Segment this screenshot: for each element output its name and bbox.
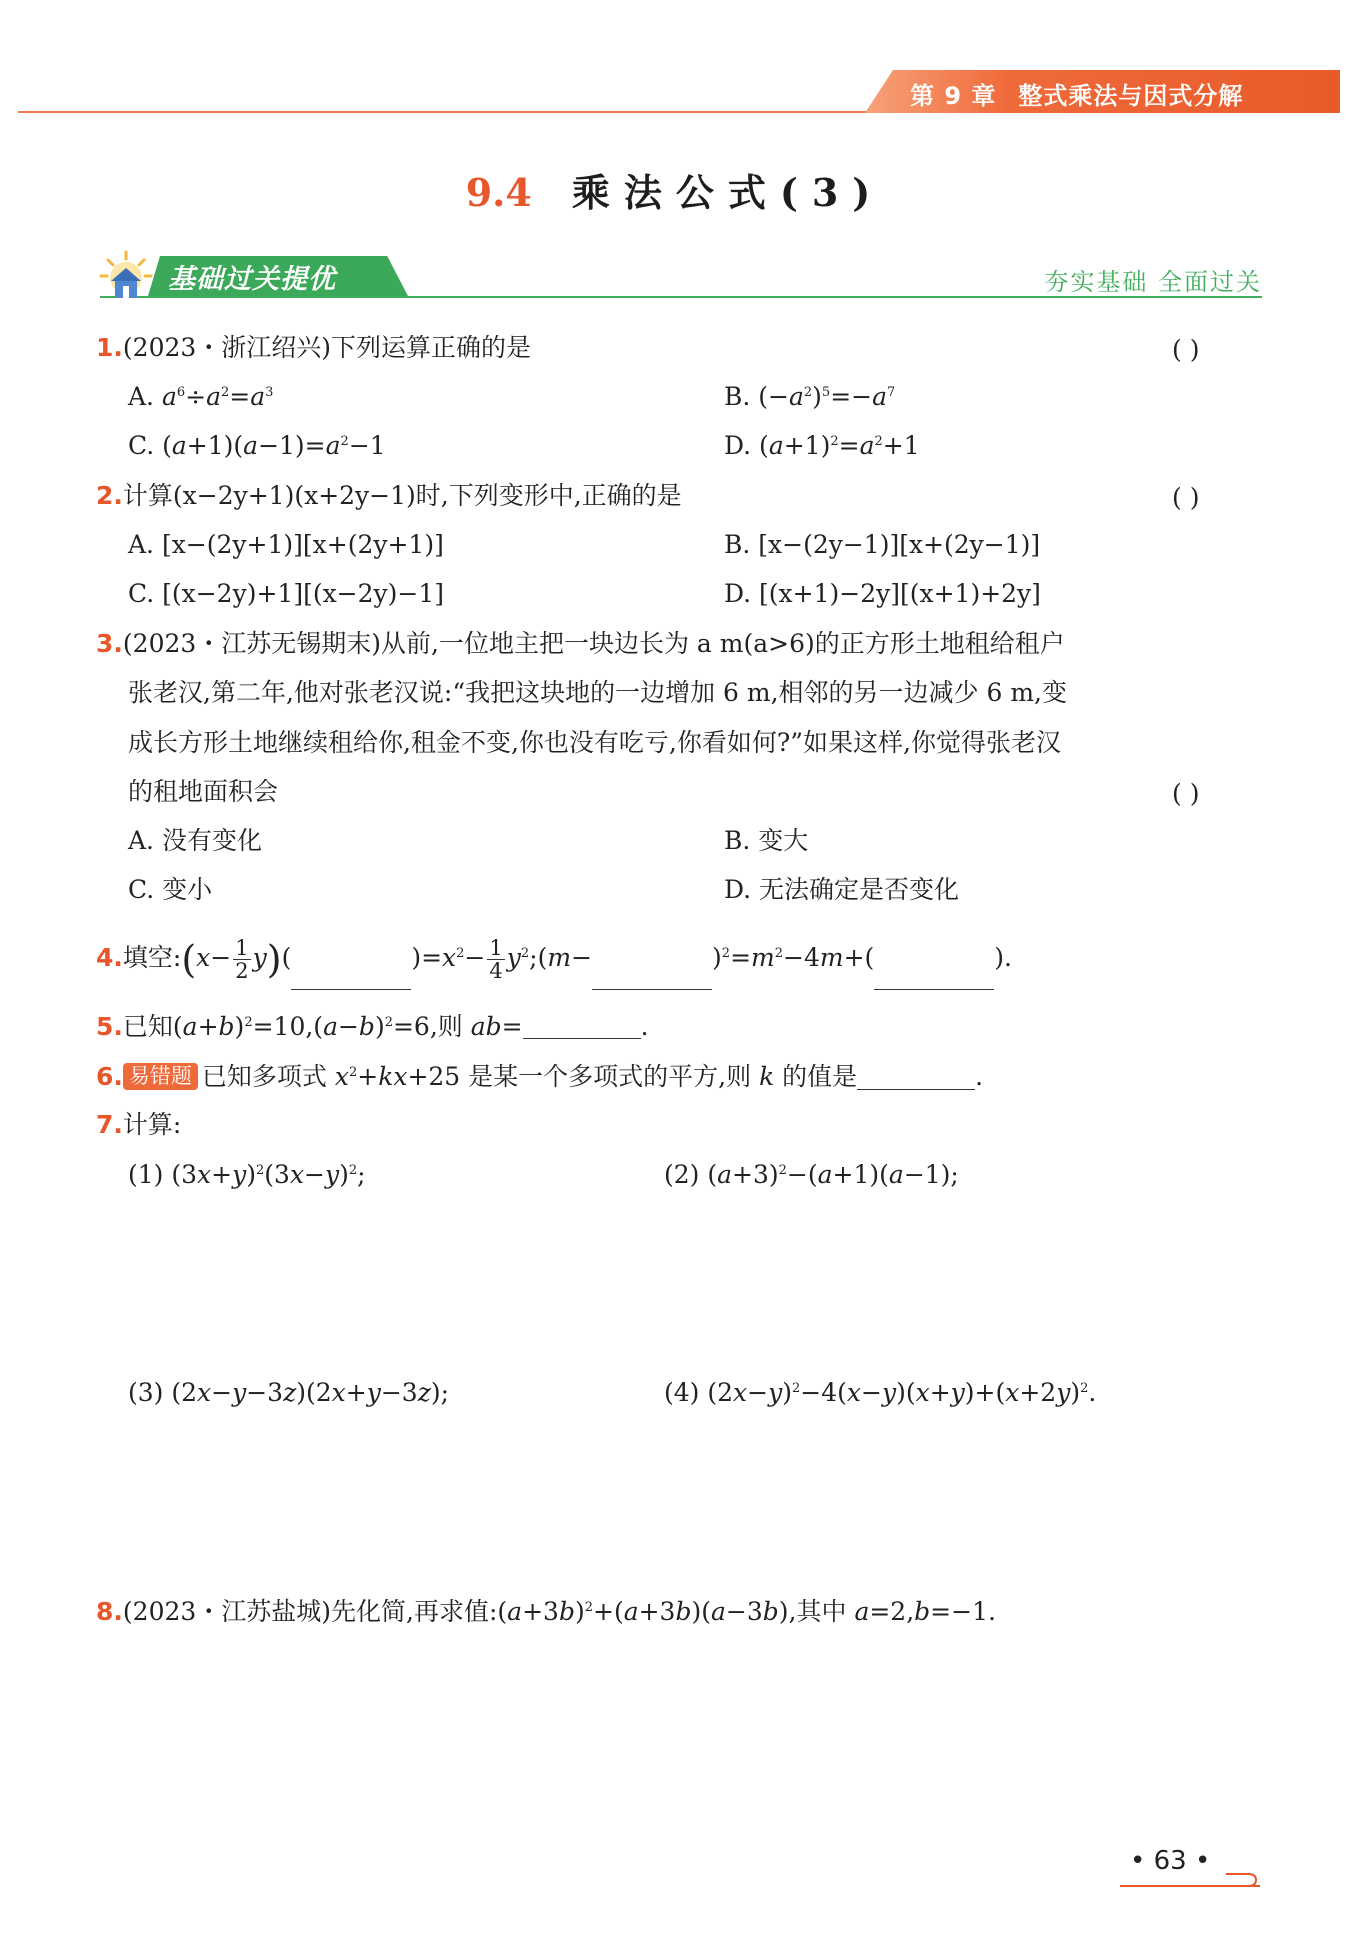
option-d[interactable]: D. [(x+1)−2y][(x+1)+2y] bbox=[724, 579, 1041, 608]
option-c[interactable]: C. $(a+1)(a-1)=a^2-1$ bbox=[128, 431, 386, 460]
question-number: 5. bbox=[96, 1012, 123, 1041]
question-stem: (2023・浙江绍兴)下列运算正确的是 bbox=[122, 333, 532, 362]
question-number: 4. bbox=[96, 943, 123, 972]
question-6: 6. 易错题 已知多项式 $x^2+kx+25$ 是某一个多项式的平方,则 k 的值是 . bbox=[96, 1062, 984, 1091]
option-d[interactable]: D. 无法确定是否变化 bbox=[724, 875, 960, 904]
chapter-title: 整式乘法与因式分解 bbox=[1018, 82, 1244, 110]
option-b[interactable]: B. 变大 bbox=[724, 826, 809, 855]
error-prone-tag: 易错题 bbox=[123, 1063, 198, 1090]
answer-paren[interactable]: ( ) bbox=[1172, 335, 1200, 364]
question-number: 6. bbox=[96, 1062, 123, 1091]
question-label: 填空: bbox=[122, 943, 182, 972]
answer-blank[interactable] bbox=[523, 1014, 641, 1039]
question-7 bbox=[96, 1112, 181, 1137]
question-stem-line: 成长方形土地继续租给你,租金不变,你也没有吃亏,你看如何?”如果这样,你觉得张老汉 bbox=[128, 728, 1061, 757]
option-c[interactable]: C. 变小 bbox=[128, 875, 213, 904]
question-3 bbox=[96, 631, 1065, 656]
section-slogan: 夯实基础 全面过关 bbox=[1044, 268, 1262, 296]
footer-swoosh-icon bbox=[1224, 1860, 1260, 1888]
chapter-heading bbox=[910, 76, 1243, 111]
answer-blank[interactable] bbox=[592, 963, 712, 990]
answer-blank[interactable] bbox=[291, 963, 411, 990]
answer-paren[interactable]: ( ) bbox=[1172, 483, 1200, 512]
question-stem-line: (2023・江苏无锡期末)从前,一位地主把一块边长为 a m(a>6)的正方形土地租给租户 bbox=[122, 629, 1065, 658]
question-number: 1. bbox=[96, 333, 123, 362]
question-stem-line: 的租地面积会 bbox=[128, 777, 279, 806]
house-sun-icon bbox=[98, 248, 154, 304]
option-a[interactable]: A. $a^6\div a^2=a^3$ bbox=[128, 382, 274, 411]
question-number: 3. bbox=[96, 629, 123, 658]
question-number: 8. bbox=[96, 1597, 123, 1626]
section-number: 9.4 bbox=[465, 170, 532, 215]
question-label: 计算: bbox=[122, 1110, 182, 1139]
subquestion-4: (4) $(2x-y)^2-4(x-y)(x+y)+(x+2y)^2$. bbox=[664, 1378, 1097, 1407]
option-a[interactable]: A. [x−(2y+1)][x+(2y+1)] bbox=[128, 530, 444, 559]
question-number: 2. bbox=[96, 481, 123, 510]
option-a[interactable]: A. 没有变化 bbox=[128, 826, 262, 855]
option-b[interactable]: B. [x−(2y−1)][x+(2y−1)] bbox=[724, 530, 1041, 559]
question-2 bbox=[96, 483, 682, 508]
option-d[interactable]: D. $(a+1)^2=a^2+1$ bbox=[724, 431, 920, 460]
question-number: 7. bbox=[96, 1110, 123, 1139]
question-4: 4.填空:(x− $\frac{1}{2}$ y)( )$=x^2-$ $\frac{1}{4}$ $y^2;(m- )^2=m^2-4m+$( ). bbox=[96, 928, 1012, 990]
answer-blank[interactable] bbox=[874, 963, 994, 990]
option-c[interactable]: C. [(x−2y)+1][(x−2y)−1] bbox=[128, 579, 445, 608]
question-stem-line: 张老汉,第二年,他对张老汉说:“我把这块地的一边增加 6 m,相邻的另一边减少 6 m,变 bbox=[128, 678, 1068, 707]
question-5: 5.已知$(a+b)^2=10,(a-b)^2=6$,则 ab= . bbox=[96, 1012, 649, 1041]
subquestion-2: (2) $(a+3)^2-(a+1)(a-1)$; bbox=[664, 1160, 959, 1189]
chapter-number: 第 9 章 bbox=[910, 82, 997, 110]
question-stem: 计算(x−2y+1)(x+2y−1)时,下列变形中,正确的是 bbox=[122, 481, 682, 510]
subquestion-1: (1) $(3x+y)^2(3x-y)^2$; bbox=[128, 1160, 366, 1189]
page-number: • 63 • bbox=[1130, 1846, 1211, 1876]
answer-blank[interactable] bbox=[857, 1065, 975, 1090]
section-title: 乘法公式(3) bbox=[571, 170, 885, 215]
question-1 bbox=[96, 335, 531, 360]
page-title bbox=[0, 162, 1350, 217]
option-b[interactable]: B. $(-a^2)^5=-a^7$ bbox=[724, 382, 896, 411]
section-label: 基础过关提优 bbox=[168, 264, 336, 295]
answer-paren[interactable]: ( ) bbox=[1172, 779, 1200, 808]
subquestion-3: (3) (2x−y−3z)(2x+y−3z); bbox=[128, 1378, 450, 1407]
question-8: 8.(2023・江苏盐城)先化简,再求值$:(a+3b)^2+(a+3b)(a-3b)$,其中 a=2,b=−1. bbox=[96, 1597, 996, 1626]
